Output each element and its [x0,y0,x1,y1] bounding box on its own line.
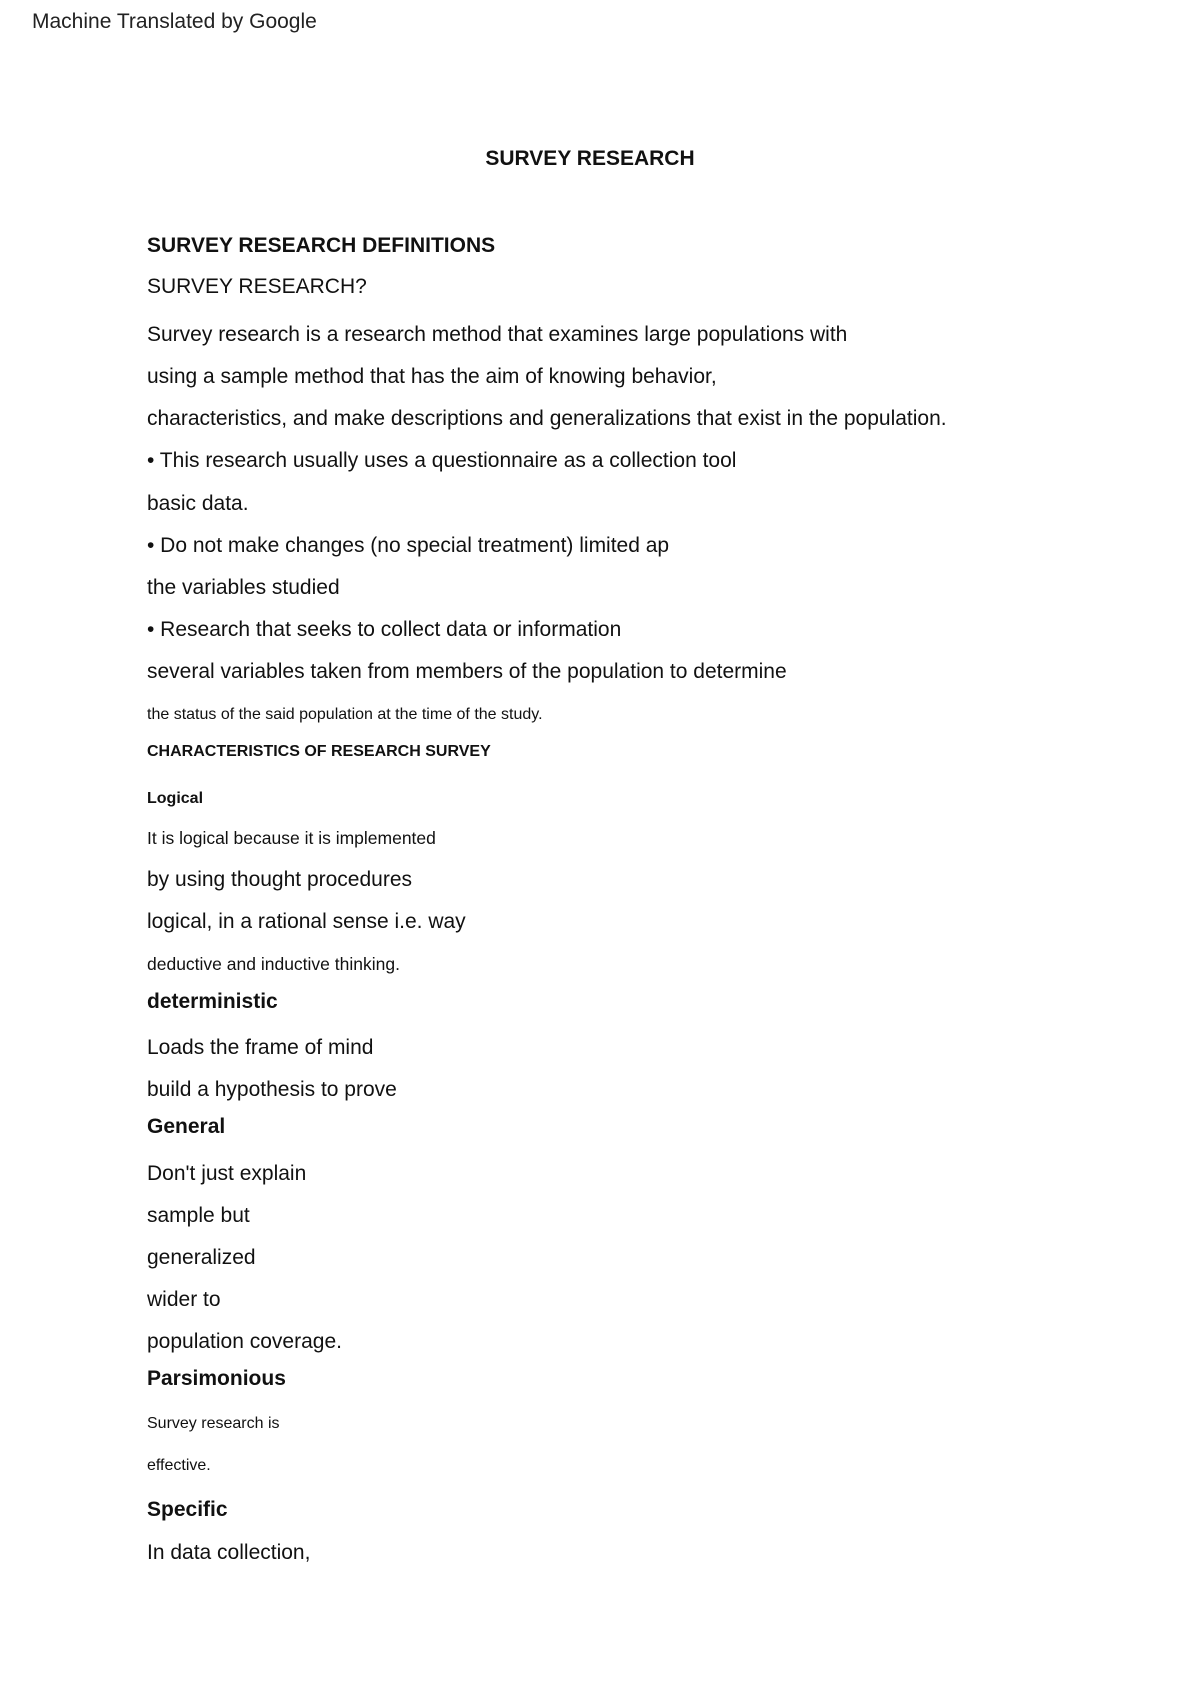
machine-translation-banner: Machine Translated by Google [32,10,317,33]
paragraph-line: using a sample method that has the aim of knowing behavior, [147,365,717,388]
characteristic-heading-deterministic: deterministic [147,990,278,1013]
paragraph-line: deductive and inductive thinking. [147,954,400,974]
characteristic-heading-specific: Specific [147,1498,228,1521]
bullet-line: • Research that seeks to collect data or information [147,618,622,641]
page-title: SURVEY RESEARCH [485,147,695,170]
paragraph-line: the variables studied [147,576,340,599]
paragraph-line: In data collection, [147,1541,311,1564]
bullet-line: • This research usually uses a questionnaire as a collection tool [147,449,737,472]
characteristic-heading-parsimonious: Parsimonious [147,1367,286,1390]
paragraph-line: population coverage. [147,1330,342,1353]
characteristic-heading-logical: Logical [147,790,204,807]
paragraph-line: wider to [147,1288,221,1311]
subheading-question: SURVEY RESEARCH? [147,275,367,298]
paragraph-line: generalized [147,1246,256,1269]
paragraph-line: Survey research is [147,1415,280,1432]
paragraph-line: Loads the frame of mind [147,1036,374,1059]
paragraph-line: characteristics, and make descriptions and generalizations that exist in the population. [147,407,947,430]
section-heading-definitions: SURVEY RESEARCH DEFINITIONS [147,234,496,257]
characteristic-heading-general: General [147,1115,226,1138]
paragraph-line: sample but [147,1204,250,1227]
bullet-line: • Do not make changes (no special treatment) limited ap [147,534,670,557]
paragraph-line: effective. [147,1457,211,1474]
paragraph-line: the status of the said population at the time of the study. [147,706,543,723]
paragraph-line: Survey research is a research method that examines large populations with [147,323,848,346]
paragraph-line: several variables taken from members of the population to determine [147,660,787,683]
paragraph-line: logical, in a rational sense i.e. way [147,910,466,933]
paragraph-line: It is logical because it is implemented [147,828,436,848]
paragraph-line: Don't just explain [147,1162,307,1185]
paragraph-line: build a hypothesis to prove [147,1078,397,1101]
section-heading-characteristics: CHARACTERISTICS OF RESEARCH SURVEY [147,743,491,760]
paragraph-line: basic data. [147,492,249,515]
paragraph-line: by using thought procedures [147,868,413,891]
